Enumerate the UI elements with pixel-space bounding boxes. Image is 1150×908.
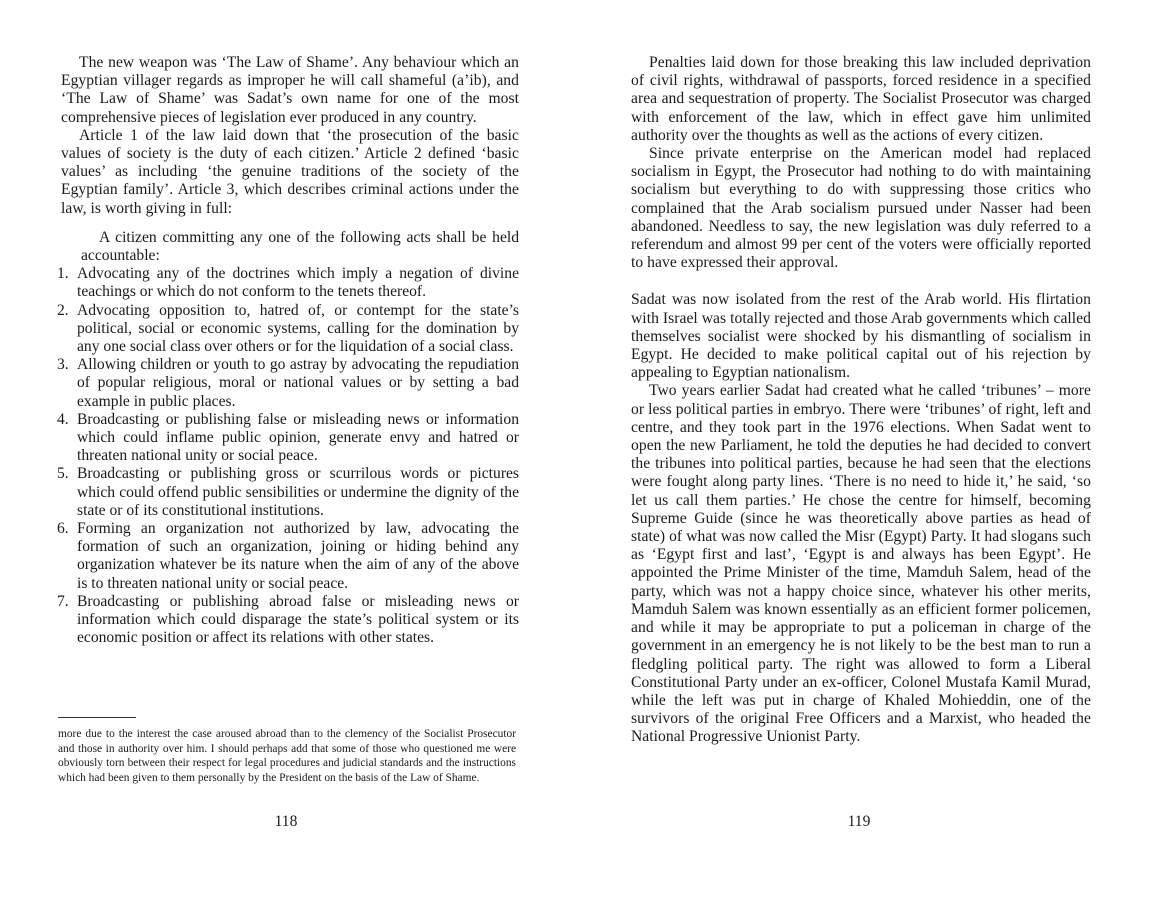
paragraph: Sadat was now isolated from the rest of the Arab world. His flirtation with Israel was totally rejected and those Arab governments which called themselves socialist were shocked by his dismantling of socialism in Egypt. He decided to make political capital out of his rejection by appealing to Egyptian nationalism. <box>631 291 1091 382</box>
list-item-number: 1. <box>57 265 69 283</box>
list-item-text: Advocating any of the doctrines which imply a negation of divine teachings or which do not conform to the tenets thereof. <box>77 265 519 301</box>
paragraph: The new weapon was ‘The Law of Shame’. Any behaviour which an Egyptian villager regards as improper he will call shameful (a’ib), and ‘The Law of Shame’ was Sadat’s own name for one of the most comprehensive pieces of legislation ever produced in any country. <box>61 54 519 126</box>
paragraph: Since private enterprise on the American model had replaced socialism in Egypt, the Prosecutor had nothing to do with maintaining socialism but everything to do with suppressing those critics who complained that the Arab socialism pursued under Nasser had been abandoned. Needless to say, the new legislation was duly referred to a referendum and almost 99 per cent of the voters were officially reported to have expressed their approval. <box>631 145 1091 272</box>
block-quote <box>57 228 519 648</box>
list-item-number: 2. <box>57 301 69 319</box>
list-item-number: 7. <box>57 592 69 610</box>
paragraph: Penalties laid down for those breaking this law included deprivation of civil rights, withdrawal of passports, forced residence in a specified area and sequestration of property. The Socialist Prosecutor was charged with enforcement of the law, which in effect gave him unlimited authority over the thoughts as well as the actions of every citizen. <box>631 54 1091 144</box>
list-item-text: Broadcasting or publishing abroad false or misleading news or information which could disparage the state’s political system or its economic position or affect its relations with other states. <box>77 592 519 647</box>
right-page <box>575 0 1150 908</box>
page-number: 119 <box>847 813 871 830</box>
list-item <box>57 356 519 411</box>
quote-intro: A citizen committing any one of the following acts shall be held accountable: <box>81 228 519 265</box>
list-item <box>57 520 519 593</box>
list-item-number: 3. <box>57 356 69 374</box>
footnote: more due to the interest the case aroused abroad than to the clemency of the Socialist Prosecutor and those in authority over him. I should perhaps add that some of those who questioned me were obviously torn between their respect for legal procedures and judicial standards and the instructions which had been given to them personally by the President on the basis of the Law of Shame. <box>58 728 516 784</box>
list-item <box>57 265 519 301</box>
list-item-number: 4. <box>57 410 69 428</box>
list-item-text: Broadcasting or publishing false or misleading news or information which could inflame public opinion, generate envy and hatred or threaten national unity or social peace. <box>77 410 519 465</box>
right-page-body <box>631 54 1091 747</box>
paragraph: Two years earlier Sadat had created what he called ‘tribunes’ – more or less political parties in embryo. There were ‘tribunes’ of right, left and centre, and they took part in the 1976 elections. When Sadat went to open the new Parliament, he told the deputies he had decided to convert the tribunes into political parties, because he had seen that the elections were fought along party lines. ‘There is no need to hide it,’ he said, ‘so let us call them parties.’ He chose the centre for himself, becoming Supreme Guide (since he was theoretically above parties as head of state) of what was now called the Misr (Egypt) Party. It had slogans such as ‘Egypt first and last’, ‘Egypt is and always has been Egypt’. He appointed the Prime Minister of the time, Mamduh Salem, head of the party, which was not a happy choice since, whatever his other merits, Mamduh Salem was known essentially as an efficient former policemen, and while it may be appropriate to put a policeman in charge of the government in an emergency he is not likely to be the best man to run a fledgling political party. The right was allowed to form a Liberal Constitutional Party under an ex-officer, Colonel Mustafa Kamil Murad, while the left was put in charge of Khaled Mohieddin, one of the survivors of the original Free Officers and a Marxist, who headed the National Progressive Unionist Party. <box>631 382 1091 746</box>
left-page-body <box>57 54 519 648</box>
footnote-divider <box>58 717 136 718</box>
list-item <box>57 411 519 466</box>
acts-list <box>57 265 519 647</box>
list-item-number: 6. <box>57 520 69 538</box>
list-item-text: Broadcasting or publishing gross or scurrilous words or pictures which could offend public sensibilities or undermine the dignity of the state or of its constitutional institutions. <box>77 465 519 519</box>
list-item <box>57 302 519 357</box>
list-item-text: Forming an organization not authorized by law, advocating the formation of such an organization, joining or hiding behind any organization whatever be its nature when the aim of any of the above is to threaten national unity or social peace. <box>77 520 519 592</box>
paragraph: Article 1 of the law laid down that ‘the prosecution of the basic values of society is the duty of each citizen.’ Article 2 defined ‘basic values’ as including ‘the genuine traditions of the society of the Egyptian family’. Article 3, which describes criminal actions under the law, is worth giving in full: <box>61 126 519 217</box>
list-item <box>57 593 519 648</box>
page-number: 118 <box>274 813 298 830</box>
list-item-text: Advocating opposition to, hatred of, or contempt for the state’s political, social or economic systems, calling for the domination by any one social class over others or for the liquidation of a social class. <box>77 301 519 356</box>
list-item <box>57 465 519 520</box>
list-item-number: 5. <box>57 465 69 483</box>
list-item-text: Allowing children or youth to go astray by advocating the repudiation of popular religious, moral or national values or by setting a bad example in public places. <box>77 356 519 410</box>
